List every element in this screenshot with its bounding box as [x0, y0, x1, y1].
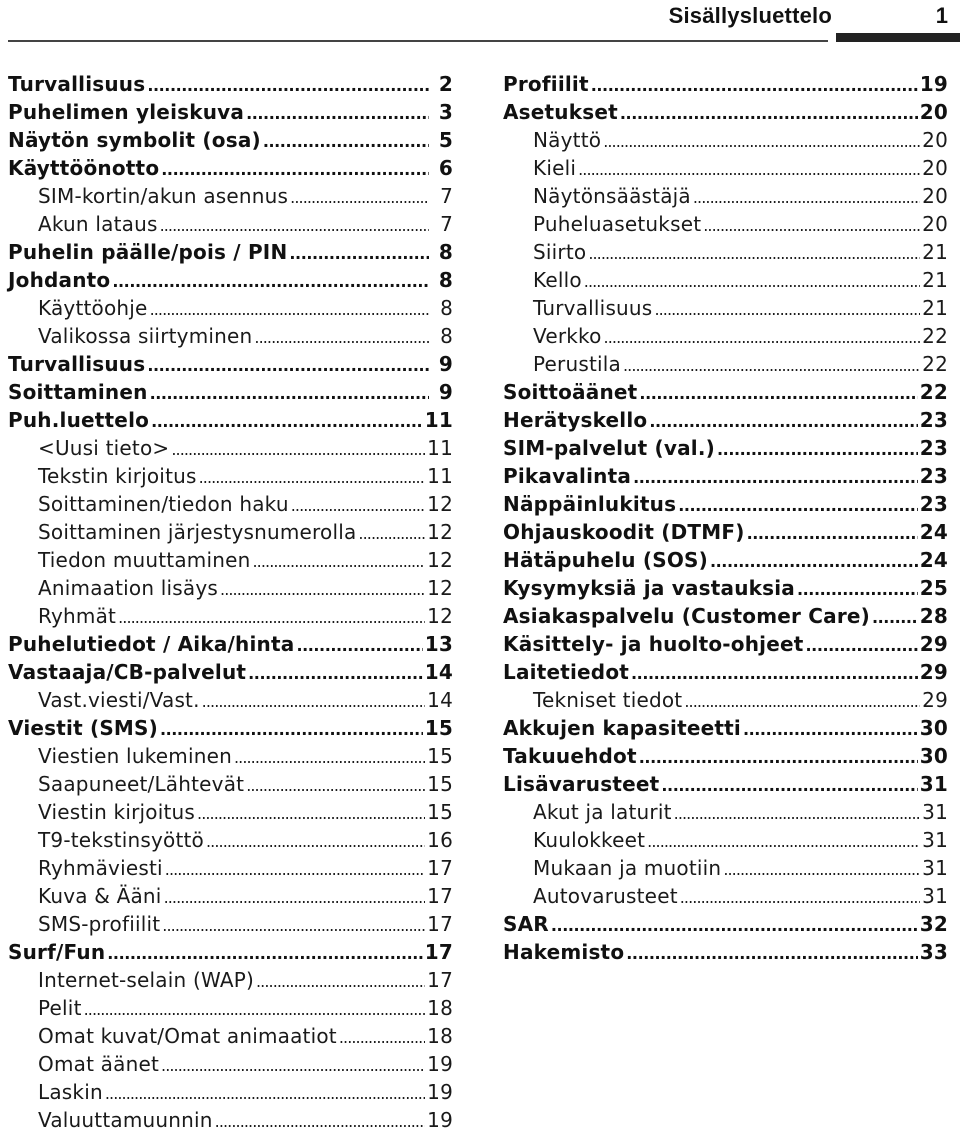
- toc-entry-page: 12: [427, 604, 453, 628]
- toc-subentry[interactable]: [503, 126, 948, 154]
- dot-leader: [248, 658, 423, 688]
- dot-leader: [647, 826, 920, 856]
- toc-subentry[interactable]: [8, 546, 453, 574]
- toc-entry[interactable]: [8, 938, 453, 966]
- toc-entry-label: SMS-profiilit: [38, 912, 161, 936]
- toc-subentry[interactable]: [8, 994, 453, 1022]
- toc-entry-page: 17: [427, 968, 453, 992]
- toc-entry-label: Käyttöohje: [38, 296, 148, 320]
- dot-leader: [199, 462, 426, 492]
- toc-subentry[interactable]: [503, 350, 948, 378]
- toc-entry-page: 12: [427, 492, 453, 516]
- dot-leader: [162, 910, 425, 940]
- toc-entry-page: 29: [922, 688, 948, 712]
- page-header: [0, 0, 960, 46]
- toc-entry-page: 33: [919, 940, 948, 964]
- dot-leader: [633, 462, 918, 492]
- toc-entry-page: 21: [922, 296, 948, 320]
- toc-entry-label: Valikossa siirtyminen: [38, 324, 253, 348]
- toc-entry-label: Turvallisuus: [8, 72, 146, 96]
- toc-entry-page: 23: [919, 492, 948, 516]
- dot-leader: [246, 98, 429, 128]
- toc-entry-label: Näytönsäästäjä: [533, 184, 691, 208]
- dot-leader: [161, 1050, 425, 1080]
- toc-entry-page: 3: [438, 100, 453, 124]
- toc-subentry[interactable]: [8, 854, 453, 882]
- toc-entry-label: Ryhmät: [38, 604, 117, 628]
- toc-entry-label: Omat kuvat/Omat animaatiot: [38, 1024, 337, 1048]
- toc-entry[interactable]: [503, 98, 948, 126]
- dot-leader: [150, 378, 429, 408]
- dot-leader: [358, 518, 425, 548]
- toc-entry-page: 8: [438, 240, 453, 264]
- dot-leader: [684, 686, 920, 716]
- toc-entry-label: Näyttö: [533, 128, 602, 152]
- toc-entry[interactable]: [8, 658, 453, 686]
- dot-leader: [151, 406, 423, 436]
- toc-entry[interactable]: [8, 350, 453, 378]
- toc-entry-page: 6: [438, 156, 453, 180]
- toc-entry[interactable]: [503, 70, 948, 98]
- toc-entry-page: 7: [440, 184, 453, 208]
- toc-entry-label: Ryhmäviesti: [38, 856, 163, 880]
- dot-leader: [654, 294, 920, 324]
- toc-entry-page: 22: [922, 324, 948, 348]
- dot-leader: [604, 322, 921, 352]
- toc-entry-label: SAR: [503, 912, 549, 936]
- toc-entry-label: Kuulokkeet: [533, 828, 646, 852]
- toc-entry-label: Internet-selain (WAP): [38, 968, 254, 992]
- toc-entry-page: 31: [922, 884, 948, 908]
- toc-entry-label: Näppäinlukitus: [503, 492, 677, 516]
- toc-subentry[interactable]: [503, 154, 948, 182]
- toc-entry-page: 15: [427, 772, 453, 796]
- toc-subentry[interactable]: [8, 1106, 453, 1134]
- toc-entry-label: Kuva & Ääni: [38, 884, 162, 908]
- toc-entry-page: 20: [922, 156, 948, 180]
- toc-entry-page: 29: [919, 660, 948, 684]
- toc-subentry[interactable]: [503, 882, 948, 910]
- dot-leader: [160, 210, 429, 240]
- toc-entry-page: 24: [919, 520, 948, 544]
- toc-entry-label: Soittaminen: [8, 380, 148, 404]
- toc-entry-label: Omat äänet: [38, 1052, 160, 1076]
- toc-entry[interactable]: [503, 546, 948, 574]
- toc-entry-label: Takuuehdot: [503, 744, 637, 768]
- toc-entry-label: Profiilit: [503, 72, 589, 96]
- toc-entry-label: Viestit (SMS): [8, 716, 158, 740]
- dot-leader: [578, 154, 920, 184]
- toc-entry-label: Tekniset tiedot: [533, 688, 683, 712]
- toc-subentry[interactable]: [8, 826, 453, 854]
- dot-leader: [693, 182, 920, 212]
- toc-entry-label: T9-tekstinsyöttö: [38, 828, 204, 852]
- toc-entry-label: SIM-palvelut (val.): [503, 436, 716, 460]
- toc-entry-page: 14: [427, 688, 453, 712]
- toc-entry-label: SIM-kortin/akun asennus: [38, 184, 289, 208]
- toc-entry-page: 20: [922, 184, 948, 208]
- toc-entry[interactable]: [8, 714, 453, 742]
- toc-entry-label: Turvallisuus: [8, 352, 146, 376]
- toc-entry[interactable]: [503, 770, 948, 798]
- toc-left-column: [8, 70, 453, 1134]
- toc-entry-label: Johdanto: [8, 268, 111, 292]
- toc-entry-page: 18: [427, 1024, 453, 1048]
- toc-entry-label: Kieli: [533, 156, 577, 180]
- dot-leader: [234, 742, 425, 772]
- dot-leader: [717, 434, 918, 464]
- toc-entry-label: Viestien lukeminen: [38, 744, 232, 768]
- dot-leader: [105, 1078, 425, 1108]
- toc-subentry[interactable]: [503, 322, 948, 350]
- dot-leader: [703, 210, 920, 240]
- toc-entry-page: 12: [427, 548, 453, 572]
- toc-entry-page: 9: [438, 352, 453, 376]
- dot-leader: [872, 602, 918, 632]
- dot-leader: [164, 882, 426, 912]
- toc-entry-page: 30: [919, 744, 948, 768]
- toc-entry-page: 22: [919, 380, 948, 404]
- toc-entry-label: Saapuneet/Lähtevät: [38, 772, 245, 796]
- toc-subentry[interactable]: [503, 826, 948, 854]
- toc-entry-page: 23: [919, 464, 948, 488]
- toc-entry-page: 21: [922, 240, 948, 264]
- toc-entry-label: Vastaaja/CB-palvelut: [8, 660, 247, 684]
- toc-entry-page: 12: [427, 520, 453, 544]
- toc-entry-label: Tekstin kirjoitus: [38, 464, 197, 488]
- toc-subentry[interactable]: [8, 182, 453, 210]
- dot-leader: [806, 630, 918, 660]
- toc-entry-page: 17: [424, 940, 453, 964]
- header-rule: [8, 40, 828, 42]
- dot-leader: [171, 434, 425, 464]
- dot-leader: [112, 266, 429, 296]
- toc-entry-label: Soittaminen järjestysnumerolla: [38, 520, 357, 544]
- dot-leader: [165, 854, 425, 884]
- dot-leader: [160, 714, 423, 744]
- toc-subentry[interactable]: [8, 686, 453, 714]
- dot-leader: [296, 630, 422, 660]
- toc-entry[interactable]: [503, 742, 948, 770]
- dot-leader: [202, 686, 425, 716]
- dot-leader: [253, 546, 426, 576]
- dot-leader: [220, 574, 425, 604]
- dot-leader: [584, 266, 920, 296]
- toc-entry-page: 20: [922, 128, 948, 152]
- toc-entry[interactable]: [503, 910, 948, 938]
- toc-subentry[interactable]: [8, 770, 453, 798]
- toc-entry-label: Valuuttamuunnin: [38, 1108, 213, 1132]
- toc-subentry[interactable]: [8, 882, 453, 910]
- toc-entry-page: 18: [427, 996, 453, 1020]
- toc-entry-label: Akut ja laturit: [533, 800, 672, 824]
- toc-right-column: [503, 70, 948, 966]
- toc-subentry[interactable]: [8, 1078, 453, 1106]
- toc-entry-page: 19: [919, 72, 948, 96]
- toc-entry-label: Perustila: [533, 352, 621, 376]
- toc-entry-page: 19: [427, 1080, 453, 1104]
- dot-leader: [591, 70, 918, 100]
- toc-entry-page: 11: [427, 436, 453, 460]
- toc-entry-label: Kysymyksiä ja vastauksia: [503, 576, 795, 600]
- toc-entry-page: 8: [440, 324, 453, 348]
- dot-leader: [626, 938, 918, 968]
- toc-subentry[interactable]: [8, 742, 453, 770]
- toc-entry-label: Käyttöönotto: [8, 156, 160, 180]
- toc-entry-label: Tiedon muuttaminen: [38, 548, 251, 572]
- dot-leader: [206, 826, 425, 856]
- toc-subentry[interactable]: [8, 210, 453, 238]
- toc-entry[interactable]: [503, 378, 948, 406]
- toc-entry-page: 17: [427, 884, 453, 908]
- dot-leader: [747, 518, 918, 548]
- toc-entry-label: Soittoäänet: [503, 380, 638, 404]
- toc-entry[interactable]: [503, 602, 948, 630]
- dot-leader: [661, 770, 917, 800]
- toc-subentry[interactable]: [8, 574, 453, 602]
- toc-entry-label: Animaation lisäys: [38, 576, 219, 600]
- toc-entry-page: 31: [919, 772, 948, 796]
- toc-entry[interactable]: [8, 70, 453, 98]
- toc-entry-label: Akkujen kapasiteetti: [503, 716, 741, 740]
- toc-entry-label: Laitetiedot: [503, 660, 630, 684]
- dot-leader: [743, 714, 918, 744]
- page-title: Sisällysluettelo: [668, 3, 832, 28]
- toc-subentry[interactable]: [503, 182, 948, 210]
- toc-entry-page: 19: [427, 1108, 453, 1132]
- toc-entry-label: Asetukset: [503, 100, 618, 124]
- toc-entry-page: 17: [427, 856, 453, 880]
- toc-entry-label: Pikavalinta: [503, 464, 632, 488]
- toc-entry[interactable]: [503, 574, 948, 602]
- toc-entry[interactable]: [503, 490, 948, 518]
- toc-entry-label: Hätäpuhelu (SOS): [503, 548, 708, 572]
- toc-entry-label: Näytön symbolit (osa): [8, 128, 261, 152]
- toc-entry-label: Autovarusteet: [533, 884, 678, 908]
- toc-entry-page: 25: [919, 576, 948, 600]
- dot-leader: [678, 490, 918, 520]
- toc-entry-page: 30: [919, 716, 948, 740]
- toc-entry[interactable]: [503, 658, 948, 686]
- toc-entry-label: Verkko: [533, 324, 602, 348]
- toc-entry-label: Lisävarusteet: [503, 772, 660, 796]
- toc-entry-page: 31: [922, 828, 948, 852]
- toc-entry[interactable]: [8, 238, 453, 266]
- dot-leader: [256, 966, 425, 996]
- toc-subentry[interactable]: [8, 1022, 453, 1050]
- toc-subentry[interactable]: [503, 854, 948, 882]
- toc-entry-label: Vast.viesti/Vast.: [38, 688, 200, 712]
- toc-entry-page: 22: [922, 352, 948, 376]
- dot-leader: [639, 378, 917, 408]
- toc-entry-page: 14: [424, 660, 453, 684]
- toc-entry-page: 9: [438, 380, 453, 404]
- toc-entry[interactable]: [503, 434, 948, 462]
- toc-entry-page: 23: [919, 408, 948, 432]
- toc-entry-label: Puhelimen yleiskuva: [8, 100, 245, 124]
- toc-entry-label: Viestin kirjoitus: [38, 800, 196, 824]
- toc-entry[interactable]: [8, 154, 453, 182]
- toc-subentry[interactable]: [8, 1050, 453, 1078]
- dot-leader: [107, 938, 423, 968]
- toc-entry[interactable]: [8, 406, 453, 434]
- dot-leader: [291, 490, 425, 520]
- dot-leader: [723, 854, 920, 884]
- dot-leader: [551, 910, 918, 940]
- toc-subentry[interactable]: [8, 798, 453, 826]
- toc-subentry[interactable]: [8, 294, 453, 322]
- dot-leader: [603, 126, 920, 156]
- toc-entry-page: 31: [922, 856, 948, 880]
- toc-entry-label: Kello: [533, 268, 582, 292]
- toc-entry[interactable]: [503, 462, 948, 490]
- toc-entry-label: Puh.luettelo: [8, 408, 150, 432]
- dot-leader: [649, 406, 917, 436]
- toc-entry-page: 5: [438, 128, 453, 152]
- header-rule-accent: [836, 33, 960, 42]
- toc-entry-label: Ohjauskoodit (DTMF): [503, 520, 745, 544]
- toc-subentry[interactable]: [503, 686, 948, 714]
- dot-leader: [150, 294, 429, 324]
- dot-leader: [161, 154, 429, 184]
- toc-entry-page: 11: [424, 408, 453, 432]
- toc-entry-page: 29: [919, 632, 948, 656]
- toc-entry-page: 11: [427, 464, 453, 488]
- toc-entry[interactable]: [8, 266, 453, 294]
- toc-entry-label: Puheluasetukset: [533, 212, 702, 236]
- toc-entry-page: 7: [440, 212, 453, 236]
- toc-entry-page: 8: [440, 296, 453, 320]
- toc-entry-page: 32: [919, 912, 948, 936]
- toc-entry-label: Siirto: [533, 240, 587, 264]
- toc-entry[interactable]: [8, 126, 453, 154]
- dot-leader: [147, 350, 429, 380]
- toc-entry[interactable]: [503, 406, 948, 434]
- toc-entry[interactable]: [8, 630, 453, 658]
- page-number: 1: [935, 3, 948, 28]
- toc-entry-page: 2: [438, 72, 453, 96]
- toc-subentry[interactable]: [8, 490, 453, 518]
- toc-entry-page: 20: [922, 212, 948, 236]
- toc-entry-label: Hakemisto: [503, 940, 625, 964]
- toc-entry-label: Soittaminen/tiedon haku: [38, 492, 289, 516]
- toc-entry[interactable]: [503, 938, 948, 966]
- toc-entry-label: Asiakaspalvelu (Customer Care): [503, 604, 870, 628]
- toc-subentry[interactable]: [503, 210, 948, 238]
- toc-entry-page: 13: [424, 632, 453, 656]
- toc-entry-page: 17: [427, 912, 453, 936]
- toc-entry[interactable]: [503, 630, 948, 658]
- dot-leader: [588, 238, 920, 268]
- dot-leader: [631, 658, 918, 688]
- toc-entry-label: Puhelin päälle/pois / PIN: [8, 240, 288, 264]
- toc-entry-label: Surf/Fun: [8, 940, 106, 964]
- toc-entry-label: Pelit: [38, 996, 82, 1020]
- toc-entry-label: Turvallisuus: [533, 296, 653, 320]
- toc-subentry[interactable]: [503, 798, 948, 826]
- dot-leader: [84, 994, 426, 1024]
- toc-entry-page: 23: [919, 436, 948, 460]
- dot-leader: [710, 546, 918, 576]
- toc-entry[interactable]: [503, 518, 948, 546]
- dot-leader: [639, 742, 918, 772]
- dot-leader: [339, 1022, 425, 1052]
- dot-leader: [197, 798, 425, 828]
- toc-subentry[interactable]: [503, 266, 948, 294]
- dot-leader: [674, 798, 920, 828]
- toc-subentry[interactable]: [8, 518, 453, 546]
- toc-entry-page: 31: [922, 800, 948, 824]
- toc-subentry[interactable]: [8, 462, 453, 490]
- dot-leader: [147, 70, 429, 100]
- toc-entry-page: 21: [922, 268, 948, 292]
- toc-subentry[interactable]: [503, 294, 948, 322]
- toc-entry[interactable]: [8, 378, 453, 406]
- toc-entry[interactable]: [503, 714, 948, 742]
- toc-entry-label: Laskin: [38, 1080, 103, 1104]
- toc-entry-page: 24: [919, 548, 948, 572]
- dot-leader: [620, 98, 918, 128]
- toc-entry-label: Mukaan ja muotiin: [533, 856, 722, 880]
- toc-entry-label: <Uusi tieto>: [38, 436, 170, 460]
- toc-entry-page: 20: [919, 100, 948, 124]
- dot-leader: [623, 350, 920, 380]
- dot-leader: [289, 238, 429, 268]
- toc-entry-label: Akun lataus: [38, 212, 158, 236]
- dot-leader: [118, 602, 425, 632]
- dot-leader: [215, 1106, 425, 1136]
- toc-entry-page: 8: [438, 268, 453, 292]
- toc-entry-page: 15: [424, 716, 453, 740]
- dot-leader: [290, 182, 429, 212]
- toc-entry-label: Herätyskello: [503, 408, 648, 432]
- toc-subentry[interactable]: [8, 966, 453, 994]
- toc-entry[interactable]: [8, 98, 453, 126]
- toc-entry-label: Käsittely- ja huolto-ohjeet: [503, 632, 804, 656]
- toc-entry-page: 12: [427, 576, 453, 600]
- toc-entry-page: 16: [427, 828, 453, 852]
- dot-leader: [246, 770, 425, 800]
- toc-subentry[interactable]: [8, 322, 453, 350]
- toc-subentry[interactable]: [503, 238, 948, 266]
- toc-entry-page: 28: [919, 604, 948, 628]
- toc-entry-label: Puhelutiedot / Aika/hinta: [8, 632, 295, 656]
- toc-entry-page: 15: [427, 744, 453, 768]
- toc-subentry[interactable]: [8, 602, 453, 630]
- toc-entry-page: 15: [427, 800, 453, 824]
- dot-leader: [797, 574, 918, 604]
- toc-subentry[interactable]: [8, 910, 453, 938]
- dot-leader: [254, 322, 429, 352]
- toc-subentry[interactable]: [8, 434, 453, 462]
- dot-leader: [263, 126, 429, 156]
- dot-leader: [680, 882, 920, 912]
- toc-entry-page: 19: [427, 1052, 453, 1076]
